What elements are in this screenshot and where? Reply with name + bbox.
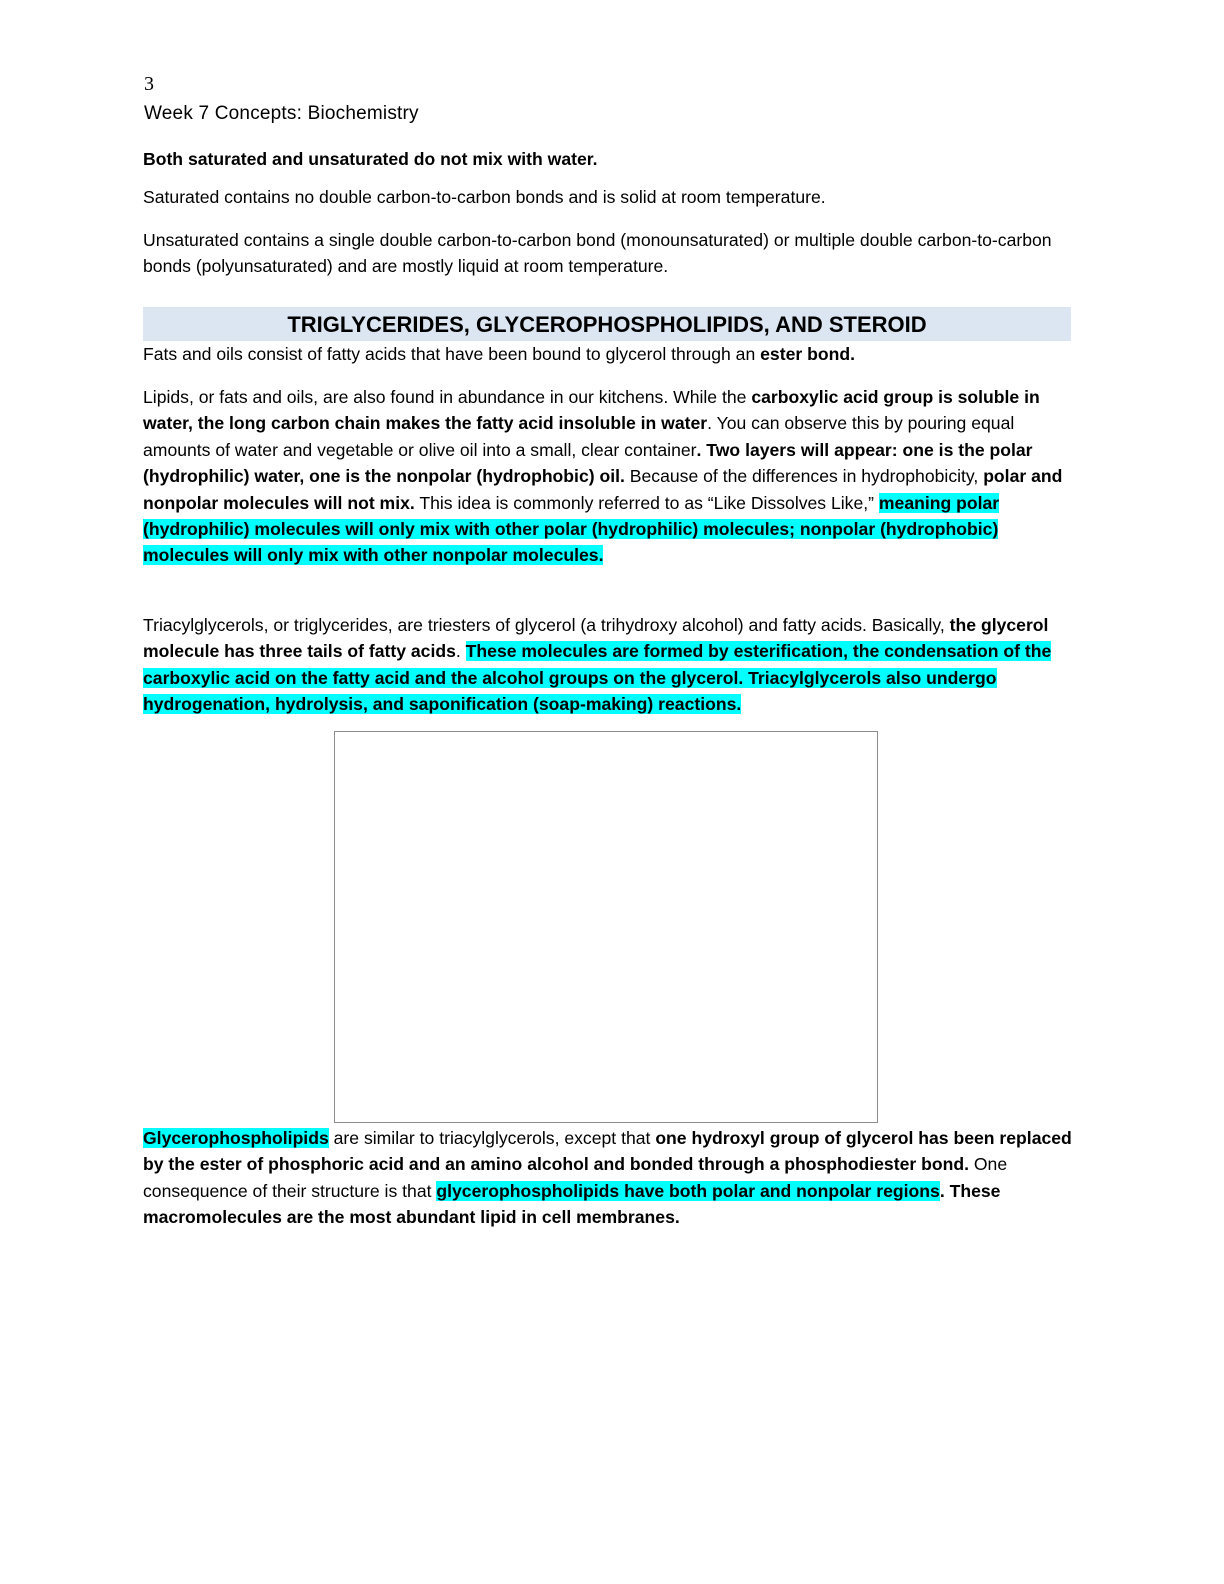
lipids-text-1: Lipids, or fats and oils, are also found in abundance in our kitchens. While the (143, 387, 752, 407)
glycero-bold-1: one hydroxyl group of glycerol has been replaced by the ester of phosphoric acid and an amino alcohol and bonded through a phosphodiester bond. (143, 1128, 1072, 1175)
glycero-highlight-1: Glycerophospholipids (143, 1128, 329, 1148)
lipids-text-3: Because of the differences in hydrophobicity, (624, 466, 984, 487)
section-heading: TRIGLYCERIDES, GLYCEROPHOSPHOLIPIDS, AND STEROID (287, 312, 927, 337)
lipids-text-4: This idea is commonly referred to as “Like Dissolves Like,” (414, 492, 879, 513)
lipids-highlight: meaning polar (hydrophilic) molecules will only mix with other polar (hydrophilic) molecules; nonpolar (hydrophobic) molecules will only mix with other nonpolar molecules. (143, 492, 1000, 566)
page-number: 3 (144, 73, 154, 95)
fats-text: Fats and oils consist of fatty acids that have been bound to glycerol through an (143, 344, 761, 364)
ester-bond-bold: ester bond. (760, 344, 855, 364)
triacylglycerols-paragraph (143, 612, 1073, 718)
intro-bold-text: Both saturated and unsaturated do not mix with water. (143, 149, 598, 169)
glycerophospholipids-paragraph (143, 1125, 1073, 1231)
figure-placeholder (334, 731, 878, 1123)
tri-text-1: Triacylglycerols, or triglycerides, are triesters of glycerol (a trihydroxy alcohol) and fatty acids. Basically, (143, 615, 950, 635)
tri-bold-1: the glycerol molecule has three tails of fatty acids (143, 615, 1049, 662)
glycero-text-2: One consequence of their structure is that (143, 1154, 1008, 1201)
lipids-text-2: . You can observe this by pouring equal amounts of water and vegetable or olive oil into a small, clear container (143, 413, 1015, 460)
intro-bold-statement (143, 146, 1073, 172)
lipids-bold-1: carboxylic acid group is soluble in water, the long carbon chain makes the fatty acid insoluble in water (143, 387, 1040, 434)
document-header-title: Week 7 Concepts: Biochemistry (144, 103, 419, 124)
fats-oils-paragraph (143, 341, 1073, 367)
glycero-highlight-2: glycerophospholipids have both polar and nonpolar regions (436, 1180, 940, 1201)
tri-highlight: These molecules are formed by esterification, the condensation of the carboxylic acid on the fatty acid and the alcohol groups on the glycerol. Triacylglycerols also undergo hydrogenation, hydrolysis, and saponification (soap-making) reactions. (143, 641, 1052, 715)
glycero-text-1: are similar to triacylglycerols, except that (328, 1128, 656, 1148)
lipids-bold-2: . Two layers will appear: one is the polar (hydrophilic) water, one is the nonpolar (hydrophobic) oil. (143, 439, 1033, 487)
lipids-paragraph (143, 384, 1073, 569)
glycero-bold-2: . These macromolecules are the most abundant lipid in cell membranes. (143, 1180, 1001, 1228)
lipids-bold-3: polar and nonpolar molecules will not mix. (143, 466, 1063, 513)
saturated-paragraph: Saturated contains no double carbon-to-carbon bonds and is solid at room temperature. (143, 187, 826, 207)
tri-text-2: . (455, 641, 466, 662)
unsaturated-paragraph: Unsaturated contains a single double carbon-to-carbon bond (monounsaturated) or multiple double carbon-to-carbon bonds (polyunsaturated) and are mostly liquid at room temperature. (143, 230, 1052, 277)
